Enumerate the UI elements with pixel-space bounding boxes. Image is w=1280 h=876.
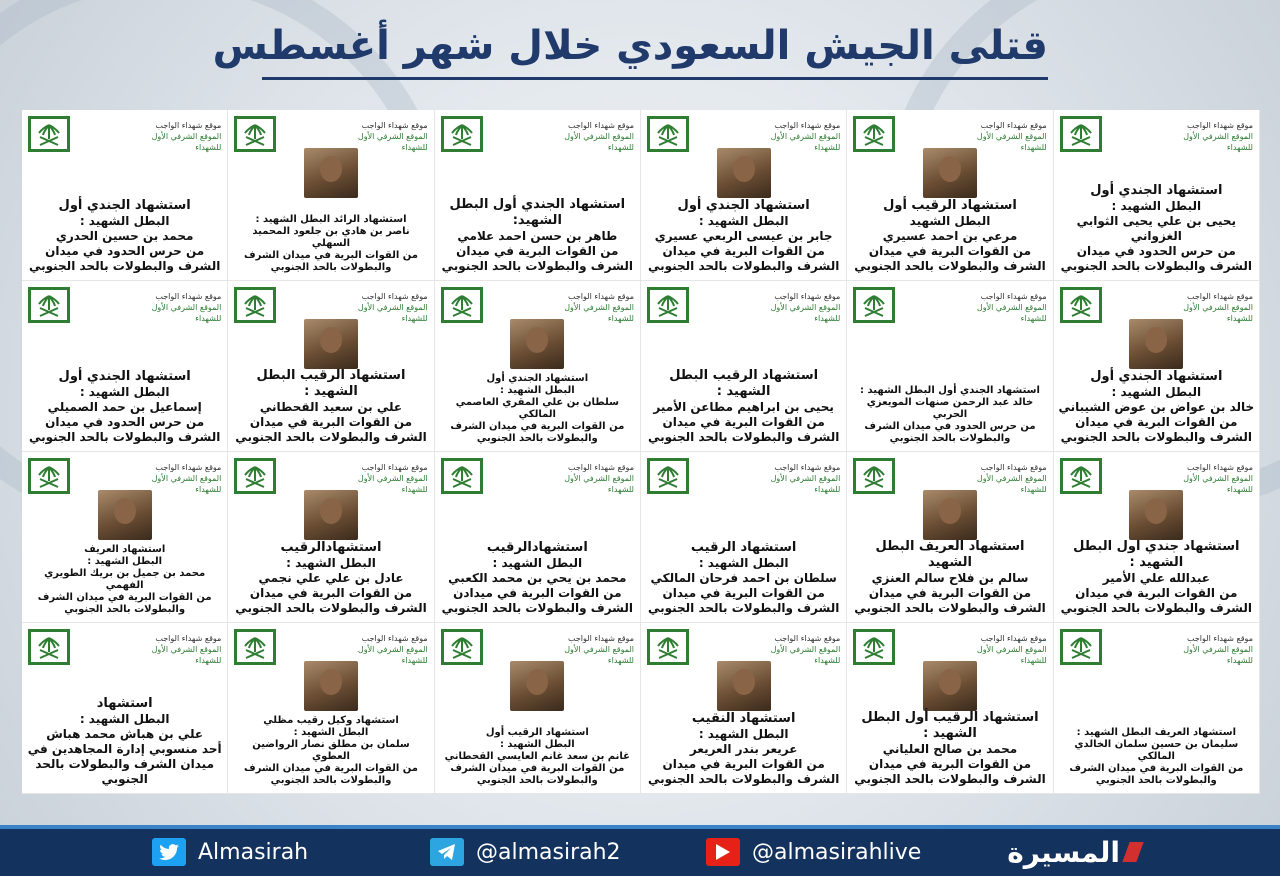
palm-swords-logo-icon: [647, 458, 689, 494]
site-subtitle: الموقع الشرفي الأول للشهداء: [564, 303, 634, 323]
hero-label: البطل الشهيد :: [79, 385, 170, 399]
hero-label: البطل الشهيد :: [79, 712, 170, 726]
unit-text: من القوات البرية في ميدان الشرف والبطولات بالحد الجنوبي: [854, 244, 1046, 273]
martyr-card: [1054, 452, 1260, 623]
martyr-name: محمد بن صالح العلياني: [882, 742, 1018, 756]
unit-text: من القوات البرية في ميدان الشرف والبطولات بالحد الجنوبي: [244, 250, 418, 273]
unit-text: من القوات البرية في ميدان الشرف والبطولات بالحد الجنوبي: [450, 421, 625, 444]
palm-swords-logo-icon: [1060, 116, 1102, 152]
site-title: موقع شهداء الواجب: [774, 463, 841, 472]
martyr-name: محمد بن يحي بن محمد الكعبي: [448, 571, 627, 585]
rank-heading: استشهاد النقيب: [691, 711, 796, 726]
hero-label: البطل الشهيد :: [1111, 199, 1202, 213]
site-subtitle: الموقع الشرفي الأول للشهداء: [1183, 303, 1253, 323]
site-title: موقع شهداء الواجب: [155, 121, 222, 130]
martyr-text: [645, 198, 842, 274]
unit-text: من القوات البرية في ميدان الشرف والبطولات بالحد الجنوبي: [647, 586, 840, 615]
site-subtitle: الموقع الشرفي الأول للشهداء: [564, 132, 634, 152]
martyr-photo: [510, 661, 564, 711]
site-title: موقع شهداء الواجب: [980, 292, 1047, 301]
site-title: موقع شهداء الواجب: [155, 292, 222, 301]
martyr-card: [641, 281, 847, 452]
unit-text: من القوات البرية في ميدان الشرف والبطولات بالحد الجنوبي: [647, 244, 840, 273]
site-title: موقع شهداء الواجب: [155, 463, 222, 472]
martyr-text: [1058, 539, 1255, 616]
unit-text: من القوات البرية في ميدان الشرف والبطولات بالحد الجنوبي: [1060, 586, 1253, 615]
unit-text: من حرس الحدود في ميدان الشرف والبطولات بالحد الجنوبي: [28, 244, 221, 273]
martyr-name: سالم بن فلاح سالم العنزي: [871, 571, 1029, 585]
unit-text: من القوات البرية في ميدان الشرف والبطولات بالحد الجنوبي: [1069, 763, 1244, 786]
rank-heading: استشهاد الجندي أول: [58, 198, 191, 213]
martyr-photo: [717, 148, 771, 198]
unit-text: أحد منسوبي إدارة المجاهدين في ميدان الشرف والبطولات بالحد الجنوبي: [27, 742, 222, 786]
rank-heading: استشهاد الجندي أول: [486, 373, 589, 384]
martyr-text: [439, 373, 636, 445]
martyr-card: [22, 110, 228, 281]
hero-label: البطل الشهيد :: [1111, 385, 1202, 399]
martyr-card: [847, 281, 1053, 452]
martyr-text: [439, 727, 636, 787]
site-caption: [538, 120, 634, 153]
site-subtitle: الموقع الشرفي الأول للشهداء: [770, 303, 841, 323]
site-subtitle: الموقع الشرفي الأول للشهداء: [770, 645, 841, 665]
site-title: موقع شهداء الواجب: [980, 463, 1047, 472]
telegram-handle: @almasirah2: [476, 839, 621, 865]
site-subtitle: الموقع الشرفي الأول للشهداء: [976, 303, 1047, 323]
palm-swords-logo-icon: [441, 458, 483, 494]
site-subtitle: الموقع الشرفي الأول للشهداء: [564, 645, 634, 665]
martyr-name: عريعر بندر العريعر: [689, 742, 798, 756]
rank-heading: استشهاد الرقيب: [690, 540, 797, 555]
palm-swords-logo-icon: [234, 116, 276, 152]
site-caption: [125, 120, 221, 153]
rank-heading: استشهاد الرقيب البطل الشهيد :: [256, 368, 406, 399]
twitter-icon: [152, 838, 186, 866]
martyr-photo: [923, 661, 977, 711]
rank-heading: استشهادالرقيب: [280, 540, 382, 555]
hero-label: البطل الشهيد :: [293, 727, 369, 738]
site-subtitle: الموقع الشرفي الأول للشهداء: [151, 303, 222, 323]
martyr-card: [1054, 281, 1260, 452]
rank-heading: استشهاد الرقيب البطل الشهيد :: [669, 368, 819, 399]
martyr-text: [439, 197, 636, 274]
site-title: موقع شهداء الواجب: [155, 634, 222, 643]
palm-swords-logo-icon: [1060, 458, 1102, 494]
martyr-text: [232, 214, 429, 274]
martyr-name: طاهر بن حسن احمد علامي: [457, 229, 618, 243]
martyr-card: [22, 452, 228, 623]
site-subtitle: الموقع الشرفي الأول للشهداء: [357, 645, 428, 665]
rank-heading: استشهادالرقيب: [486, 540, 588, 555]
martyr-card: [1054, 623, 1260, 794]
martyr-name: سلطان بن احمد فرحان المالكي: [650, 571, 837, 585]
site-subtitle: الموقع الشرفي الأول للشهداء: [357, 303, 428, 323]
palm-swords-logo-icon: [441, 116, 483, 152]
martyr-photo: [510, 319, 564, 369]
palm-swords-logo-icon: [28, 458, 70, 494]
unit-text: من القوات البرية في ميدان الشرف والبطولات بالحد الجنوبي: [647, 415, 840, 444]
martyr-name: سلمان بن مطلق نصار الرواضين العطوي: [252, 739, 410, 762]
rank-heading: استشهاد العريف: [84, 544, 166, 555]
martyr-text: [439, 540, 636, 616]
martyr-name: عادل بن علي علي نجمي: [258, 571, 404, 585]
site-caption: [1157, 120, 1253, 153]
martyr-card: [228, 452, 434, 623]
site-subtitle: الموقع الشرفي الأول للشهداء: [770, 474, 841, 494]
site-caption: [1157, 633, 1253, 666]
martyr-text: [232, 368, 429, 445]
site-caption: [744, 291, 840, 324]
martyrs-grid: [22, 110, 1260, 794]
site-caption: [125, 291, 221, 324]
page-title: قتلى الجيش السعودي خلال شهر أغسطس: [212, 23, 1048, 69]
martyr-photo: [1129, 319, 1183, 369]
martyr-photo: [304, 148, 358, 198]
unit-text: من حرس الحدود في ميدان الشرف والبطولات بالحد الجنوبي: [1060, 244, 1253, 273]
palm-swords-logo-icon: [853, 116, 895, 152]
martyr-text: [1058, 183, 1255, 274]
site-subtitle: الموقع الشرفي الأول للشهداء: [976, 132, 1047, 152]
martyr-name: عبدالله علي الأمير: [1102, 571, 1210, 585]
rank-heading: استشهاد الجندي أول البطل الشهيد:: [449, 197, 626, 228]
twitter-link[interactable]: [152, 837, 308, 867]
martyr-text: [851, 198, 1048, 274]
unit-text: من القوات البرية في ميدان الشرف والبطولات بالحد الجنوبي: [244, 763, 418, 786]
martyr-card: [435, 110, 641, 281]
martyr-card: [228, 281, 434, 452]
site-title: موقع شهداء الواجب: [568, 634, 634, 643]
hero-label: البطل الشهيد :: [698, 727, 789, 741]
site-caption: [538, 462, 634, 495]
martyr-text: [26, 696, 223, 787]
martyr-name: جابر بن عيسى الربعي عسيري: [654, 229, 833, 243]
site-caption: [951, 291, 1047, 324]
hero-label: البطل الشهيد :: [87, 556, 163, 567]
martyr-photo: [1129, 490, 1183, 540]
site-title: موقع شهداء الواجب: [361, 463, 428, 472]
site-subtitle: الموقع الشرفي الأول للشهداء: [976, 474, 1047, 494]
site-subtitle: الموقع الشرفي الأول للشهداء: [1183, 645, 1253, 665]
palm-swords-logo-icon: [1060, 629, 1102, 665]
palm-swords-logo-icon: [647, 116, 689, 152]
martyr-name: سليمان بن حسين سلمان الخالدي المالكي: [1074, 739, 1239, 762]
martyr-text: [26, 544, 223, 616]
martyr-card: [641, 623, 847, 794]
hero-label: البطل الشهيد :: [492, 556, 583, 570]
hero-label: البطل الشهيد :: [698, 214, 789, 228]
palm-swords-logo-icon: [647, 287, 689, 323]
unit-text: من القوات البرية في ميدان الشرف والبطولات بالحد الجنوبي: [1060, 415, 1253, 444]
almasirah-logo: [1007, 835, 1140, 869]
twitter-handle: Almasirah: [198, 839, 309, 865]
site-subtitle: الموقع الشرفي الأول للشهداء: [1183, 474, 1253, 494]
site-subtitle: الموقع الشرفي الأول للشهداء: [357, 474, 428, 494]
martyr-photo: [98, 490, 152, 540]
site-title: موقع شهداء الواجب: [980, 634, 1047, 643]
martyr-photo: [923, 490, 977, 540]
palm-swords-logo-icon: [28, 287, 70, 323]
palm-swords-logo-icon: [234, 458, 276, 494]
site-subtitle: الموقع الشرفي الأول للشهداء: [151, 132, 222, 152]
rank-heading: استشهاد الرقيب أول البطل الشهيد :: [861, 710, 1039, 741]
palm-swords-logo-icon: [853, 287, 895, 323]
palm-swords-logo-icon: [441, 629, 483, 665]
martyr-card: [641, 452, 847, 623]
unit-text: من القوات البرية في ميدان الشرف والبطولات بالحد الجنوبي: [450, 763, 625, 786]
martyr-name: إسماعيل بن حمد الصميلي: [47, 400, 202, 414]
title-underline: [262, 77, 1048, 80]
hero-label: البطل الشهيد :: [79, 214, 170, 228]
martyr-card: [228, 623, 434, 794]
site-subtitle: الموقع الشرفي الأول للشهداء: [976, 645, 1047, 665]
rank-heading: استشهاد الجندي أول: [58, 369, 191, 384]
rank-heading: استشهاد الجندي أول: [1090, 183, 1223, 198]
rank-heading: استشهاد الرقيب أول: [883, 198, 1017, 213]
martyr-card: [435, 281, 641, 452]
martyr-text: [645, 711, 842, 787]
site-title: موقع شهداء الواجب: [1187, 463, 1253, 472]
site-title: موقع شهداء الواجب: [1187, 121, 1253, 130]
hero-label: البطل الشهيد :: [499, 385, 575, 396]
site-title: موقع شهداء الواجب: [1187, 634, 1253, 643]
palm-swords-logo-icon: [441, 287, 483, 323]
martyr-name: علي بن سعيد القحطاني: [259, 400, 403, 414]
site-title: موقع شهداء الواجب: [361, 292, 428, 301]
unit-text: من القوات البرية في ميدان الشرف والبطولات بالحد الجنوبي: [647, 757, 840, 786]
martyr-photo: [304, 319, 358, 369]
martyr-name: مرعي بن احمد عسيري: [882, 229, 1018, 243]
site-subtitle: الموقع الشرفي الأول للشهداء: [770, 132, 841, 152]
rank-heading: استشهاد جندي اول البطل الشهيد :: [1073, 539, 1240, 570]
martyr-photo: [304, 661, 358, 711]
site-subtitle: الموقع الشرفي الأول للشهداء: [564, 474, 634, 494]
martyr-card: [847, 452, 1053, 623]
unit-text: من القوات البرية في ميدان الشرف والبطولات بالحد الجنوبي: [854, 757, 1046, 786]
martyr-card: [847, 623, 1053, 794]
martyr-text: [1058, 369, 1255, 445]
title-block: [212, 18, 1048, 80]
rank-heading: استشهاد: [96, 696, 153, 711]
palm-swords-logo-icon: [853, 629, 895, 665]
martyr-text: [645, 540, 842, 616]
telegram-icon: [430, 838, 464, 866]
youtube-icon: [706, 838, 740, 866]
martyr-name: يحيى بن علي يحيى الثوابي الغزواني: [1076, 214, 1237, 243]
martyr-name: خالد عبد الرحمن صنهات المويعزي الحربي: [866, 397, 1034, 420]
martyr-text: [851, 539, 1048, 616]
rank-heading: استشهاد الجندي أول البطل الشهيد :: [860, 385, 1040, 396]
martyr-photo: [304, 490, 358, 540]
unit-text: من القوات البرية في ميدان الشرف والبطولات بالحد الجنوبي: [235, 415, 427, 444]
palm-swords-logo-icon: [234, 287, 276, 323]
site-subtitle: الموقع الشرفي الأول للشهداء: [1183, 132, 1253, 152]
site-subtitle: الموقع الشرفي الأول للشهداء: [357, 132, 428, 152]
martyr-name: خالد بن عواض بن عوض الشيباني: [1058, 400, 1255, 414]
martyr-name: غانم بن سعد غانم العايسي القحطاني: [444, 751, 630, 762]
site-caption: [125, 633, 221, 666]
martyr-name: محمد بن جميل بن بريك الطويري الفهمي: [44, 568, 206, 591]
unit-text: من القوات البرية في ميدادن الشرف والبطولات بالحد الجنوبي: [441, 586, 634, 615]
palm-swords-logo-icon: [1060, 287, 1102, 323]
site-title: موقع شهداء الواجب: [774, 634, 841, 643]
rank-heading: استشهاد الجندي أول: [677, 198, 810, 213]
martyr-card: [847, 110, 1053, 281]
site-caption: [744, 462, 840, 495]
unit-text: من القوات البرية في ميدان الشرف والبطولات بالحد الجنوبي: [854, 586, 1046, 615]
brand-name: المسيرة: [1007, 835, 1120, 869]
martyr-name: يحيى بن ابراهيم مطاعن الأمير: [653, 400, 834, 414]
unit-text: من القوات البرية في ميدان الشرف والبطولات بالحد الجنوبي: [37, 592, 212, 615]
martyr-photo: [923, 148, 977, 198]
palm-swords-logo-icon: [647, 629, 689, 665]
martyr-name: سلطان بن علي المقري العاصمي المالكي: [455, 397, 619, 420]
martyr-text: [26, 198, 223, 274]
martyr-text: [1058, 727, 1255, 787]
martyr-name: محمد بن حسين الحدري: [55, 229, 194, 243]
site-title: موقع شهداء الواجب: [774, 292, 841, 301]
rank-heading: استشهاد العريف البطل الشهيد: [875, 539, 1025, 570]
martyr-text: [851, 385, 1048, 445]
palm-swords-logo-icon: [853, 458, 895, 494]
palm-swords-logo-icon: [28, 629, 70, 665]
martyr-text: [26, 369, 223, 445]
martyr-name: ناصر بن هادي بن جلعود المحميد السهلي: [252, 226, 410, 249]
martyr-photo: [717, 661, 771, 711]
martyr-card: [228, 110, 434, 281]
martyr-text: [232, 540, 429, 616]
site-title: موقع شهداء الواجب: [774, 121, 841, 130]
martyr-card: [435, 623, 641, 794]
site-title: موقع شهداء الواجب: [568, 292, 634, 301]
site-title: موقع شهداء الواجب: [568, 463, 634, 472]
martyr-card: [435, 452, 641, 623]
telegram-link[interactable]: [430, 837, 621, 867]
martyr-text: [645, 368, 842, 445]
site-title: موقع شهداء الواجب: [361, 634, 428, 643]
rank-heading: استشهاد العريف البطل الشهيد :: [1076, 727, 1237, 738]
hero-label: البطل الشهيد :: [499, 739, 575, 750]
brand-mark: [1122, 842, 1143, 862]
unit-text: من القوات البرية في ميدان الشرف والبطولات بالحد الجنوبي: [441, 244, 634, 273]
site-title: موقع شهداء الواجب: [568, 121, 634, 130]
martyr-name: علي بن هباش محمد هباش: [46, 727, 204, 741]
hero-label: البطل الشهيد: [909, 214, 991, 228]
martyr-text: [232, 715, 429, 787]
site-subtitle: الموقع الشرفي الأول للشهداء: [151, 474, 222, 494]
hero-label: البطل الشهيد :: [698, 556, 789, 570]
unit-text: من حرس الحدود في ميدان الشرف والبطولات بالحد الجنوبي: [864, 421, 1036, 444]
rank-heading: استشهاد الرقيب أول: [485, 727, 589, 738]
site-title: موقع شهداء الواجب: [1187, 292, 1253, 301]
unit-text: من القوات البرية في ميدان الشرف والبطولات بالحد الجنوبي: [235, 586, 427, 615]
unit-text: من حرس الحدود في ميدان الشرف والبطولات بالحد الجنوبي: [28, 415, 221, 444]
youtube-link[interactable]: [706, 837, 921, 867]
youtube-handle: @almasirahlive: [752, 839, 922, 865]
rank-heading: استشهاد وكيل رقيب مظلي: [263, 715, 399, 726]
footer-bar: [0, 825, 1280, 876]
martyr-card: [22, 281, 228, 452]
martyr-card: [22, 623, 228, 794]
rank-heading: استشهاد الرائد البطل الشهيد :: [255, 214, 407, 225]
site-title: موقع شهداء الواجب: [361, 121, 428, 130]
rank-heading: استشهاد الجندي أول: [1090, 369, 1223, 384]
martyr-text: [851, 710, 1048, 787]
site-title: موقع شهداء الواجب: [980, 121, 1047, 130]
site-subtitle: الموقع الشرفي الأول للشهداء: [151, 645, 222, 665]
hero-label: البطل الشهيد :: [286, 556, 376, 570]
palm-swords-logo-icon: [28, 116, 70, 152]
palm-swords-logo-icon: [234, 629, 276, 665]
martyr-card: [1054, 110, 1260, 281]
martyr-card: [641, 110, 847, 281]
